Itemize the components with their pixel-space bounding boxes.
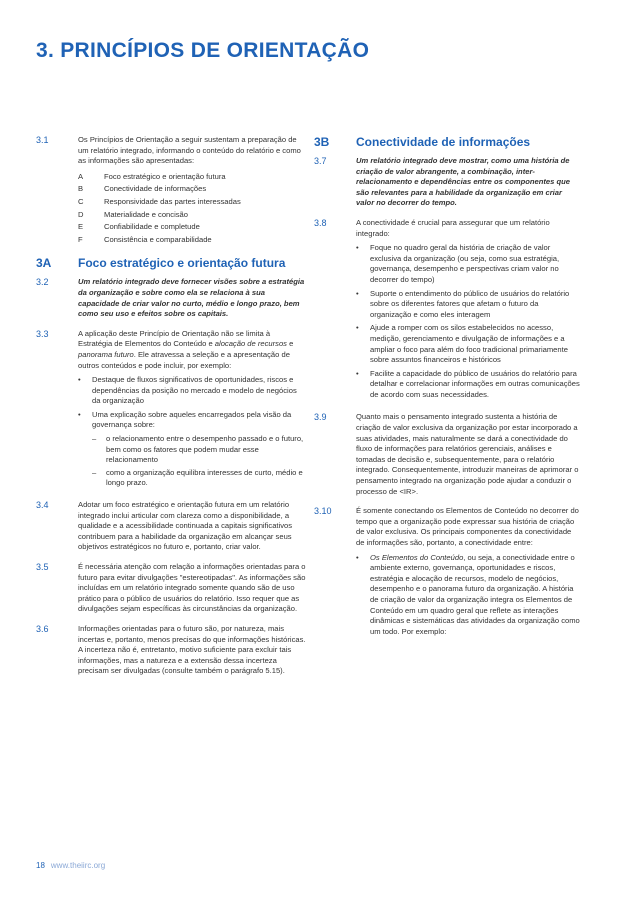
paragraph-number: 3.1 xyxy=(36,135,49,145)
item-text: Confiabilidade e completude xyxy=(104,222,200,232)
paragraph-3-4 xyxy=(36,500,306,553)
paragraph-text: É somente conectando os Elementos de Conteúdo no decorrer do tempo que a organização pode expressar sua história de criação de valor exclusiva. Os principais componentes da conectividade de informações são, portanto, a conectividade entre: xyxy=(356,506,579,547)
bullet-icon: • xyxy=(78,375,81,385)
list-item xyxy=(78,235,306,246)
paragraph-number: 3.7 xyxy=(314,156,327,166)
right-column xyxy=(314,135,580,649)
dash-item xyxy=(92,434,306,466)
paragraph-text: Informações orientadas para o futuro são, por natureza, mais incertas e, portanto, menos precisas do que informações históricas. A incerteza não é, entretanto, motivo suficiente para excluir tais informações, mas a natureza e a extensão dessa incerteza precisam ser divulgadas (consulte também o parágrafo 5.15). xyxy=(78,623,306,676)
page-footer xyxy=(36,861,105,871)
list-item xyxy=(78,222,306,233)
paragraph-number: 3.4 xyxy=(36,500,49,511)
paragraph-text: Os Princípios de Orientação a seguir sustentam a preparação de um relatório integrado, informando o conteúdo do relatório e como as informações são apresentadas: xyxy=(78,135,301,166)
dash-text: o relacionamento entre o desempenho passado e o futuro, bem como os fatores que podem mudar esse relacionamento xyxy=(106,434,304,465)
dash-icon: – xyxy=(92,467,97,477)
item-letter: A xyxy=(78,171,84,181)
bullet-item xyxy=(356,553,580,638)
paragraph-number: 3.8 xyxy=(314,217,327,228)
section-heading-3b xyxy=(314,135,580,149)
bullet-item xyxy=(356,323,580,365)
dash-list xyxy=(78,434,306,489)
paragraph-3-9 xyxy=(314,412,580,497)
dash-item xyxy=(92,468,306,489)
bullet-text: Ajude a romper com os silos estabelecidos no acesso, medição, gerenciamento e divulgação de informações e a ampliar o foco para além do foco tradicional primariamente sobre assuntos financeiros e históricos xyxy=(370,323,568,365)
italic-term: panorama futuro xyxy=(78,349,134,359)
page-title: 3. PRINCÍPIOS DE ORIENTAÇÃO xyxy=(36,39,370,62)
section-number: 3B xyxy=(314,135,330,149)
paragraph-3-10 xyxy=(314,506,580,640)
item-text: Conectividade de informações xyxy=(104,184,207,194)
section-title: Conectividade de informações xyxy=(356,135,531,149)
item-text: Responsividade das partes interessadas xyxy=(104,196,241,206)
section-number: 3A xyxy=(36,256,52,271)
bullet-item xyxy=(78,375,306,407)
paragraph-text: Adotar um foco estratégico e orientação futura em um relatório integrado inclui articular com clareza como a disponibilidade, a qualidade e a acessibilidade continuada a capitais significativos contribuem para a habilidade da organização em alcançar seus objetivos estratégicos no futuro e, portanto, criar valor. xyxy=(78,500,293,552)
paragraph-3-8 xyxy=(314,218,580,404)
bullet-text: Facilite a capacidade do público de usuários do relatório para detalhar e correlacionar informações em outras comunicações de acordo com suas necessidades. xyxy=(370,368,580,399)
bullet-list xyxy=(356,553,580,638)
page-number: 18 xyxy=(36,861,45,870)
item-letter: E xyxy=(78,222,84,232)
requirement-text: Um relatório integrado deve fornecer visões sobre a estratégia da organização e sobre como ela se relaciona à sua capacidade de criar valor no curto, médio e longo prazo, bem como seu uso e efeitos sobre os capitais. xyxy=(78,277,305,319)
bullet-icon: • xyxy=(78,409,81,419)
dash-icon: – xyxy=(92,434,97,444)
bullet-item xyxy=(78,410,306,431)
footer-url: www.theiirc.org xyxy=(50,861,106,870)
item-letter: B xyxy=(78,184,84,194)
paragraph-number: 3.10 xyxy=(314,506,332,517)
list-item xyxy=(78,197,306,208)
dash-text: como a organização equilibra interesses de curto, médio e longo prazo. xyxy=(106,467,303,488)
bullet-item xyxy=(356,243,580,285)
bullet-text: Destaque de fluxos significativos de oportunidades, riscos e dependências da posição no mercado e modelo de negócios da organização xyxy=(92,375,297,406)
bullet-icon: • xyxy=(356,368,359,378)
paragraph-3-6 xyxy=(36,624,306,677)
bullet-list xyxy=(356,243,580,400)
paragraph-text xyxy=(78,329,306,371)
left-column xyxy=(36,135,306,686)
text-run: . Ele atravessa a seleção e a apresentação de outros conteúdos e pode incluir, por exemplo: xyxy=(78,349,290,370)
italic-term: Os Elementos do Conteúdo xyxy=(370,552,464,562)
bullet-item xyxy=(356,289,580,321)
item-text: Consistência e comparabilidade xyxy=(104,234,212,244)
section-heading-3a xyxy=(36,256,306,270)
bullet-icon: • xyxy=(356,243,359,253)
paragraph-number: 3.2 xyxy=(36,277,49,288)
list-item xyxy=(78,184,306,195)
paragraph-3-7 xyxy=(314,156,580,209)
principles-list xyxy=(78,172,306,246)
requirement-text: Um relatório integrado deve mostrar, como uma história de criação de valor abrangente, a combinação, inter-relacionamento e dependências entre os componentes que são relevantes para a habilidade da organização em criar valor no decorrer do tempo. xyxy=(356,156,570,208)
item-text: Foco estratégico e orientação futura xyxy=(104,171,226,181)
item-letter: C xyxy=(78,196,84,206)
paragraph-text: A conectividade é crucial para assegurar que um relatório integrado: xyxy=(356,217,550,238)
item-letter: F xyxy=(78,234,83,244)
bullet-text: Uma explicação sobre aqueles encarregados pela visão da governança sobre: xyxy=(92,409,292,430)
bullet-list xyxy=(78,375,306,489)
paragraph-text: Quanto mais o pensamento integrado sustenta a história de criação de valor exclusiva da organização por estar incorporado a suas atividades, mais naturalmente se dará a conectividade do fluxo de informações para relatórios gerenciais, análises e tomadas de decisão e, subsequentemente, para o relatório integrado. Consequentemente, introduzir maneiras de aprimorar o pensamento integrado na organização pode ajudar a conduzir o processo de <IR>. xyxy=(356,412,579,496)
bullet-text: Suporte o entendimento do público de usuários do relatório sobre os diferentes fatores que afetam o futuro da organização e como eles interagem xyxy=(370,288,570,319)
bullet-text: Foque no quadro geral da história de criação de valor exclusiva da organização (ou seja, como sua estratégia, governança, desempenho e perspectivas criam valor no decorrer do tempo) xyxy=(370,243,560,284)
paragraph-text: É necessária atenção com relação a informações orientadas para o futuro para evitar divulgações "estereotipadas". As informações são incluídas em um relatório integrado somente quando são de uso prático para o público de usuários do relatório. Isso requer que as divulgações sejam específicas às circunstâncias da organização. xyxy=(78,562,306,614)
bullet-item xyxy=(356,369,580,401)
item-text: Materialidade e concisão xyxy=(104,209,189,219)
paragraph-3-5 xyxy=(36,562,306,615)
bullet-text: , ou seja, a conectividade entre o ambiente externo, governança, oportunidades e riscos, estratégia e alocação de recursos, modelo de negócios, desempenho e o panorama futuro da organização. A história de criação de valor da organização integra os Elementos de Conteúdo em um quadro geral que reflete as interações dinâmicas e sistemáticas das atividades da organização como um todo. Por exemplo: xyxy=(370,552,580,636)
bullet-icon: • xyxy=(356,288,359,298)
section-title: Foco estratégico e orientação futura xyxy=(78,256,286,271)
bullet-icon: • xyxy=(356,552,359,562)
italic-term: alocação de recursos xyxy=(214,339,287,349)
list-item xyxy=(78,172,306,183)
item-letter: D xyxy=(78,209,84,219)
list-item xyxy=(78,210,306,221)
paragraph-3-2 xyxy=(36,277,306,319)
text-run: A aplicação deste Princípio de Orientação não se limita à Estratégia de Elementos do Conteúdo e xyxy=(78,328,271,349)
paragraph-number: 3.5 xyxy=(36,562,49,572)
paragraph-number: 3.3 xyxy=(36,328,49,339)
paragraph-number: 3.6 xyxy=(36,623,49,634)
paragraph-number: 3.9 xyxy=(314,412,327,423)
paragraph-3-1 xyxy=(36,135,306,247)
text-run: e xyxy=(286,339,294,349)
bullet-icon: • xyxy=(356,323,359,333)
paragraph-3-3 xyxy=(36,329,306,491)
